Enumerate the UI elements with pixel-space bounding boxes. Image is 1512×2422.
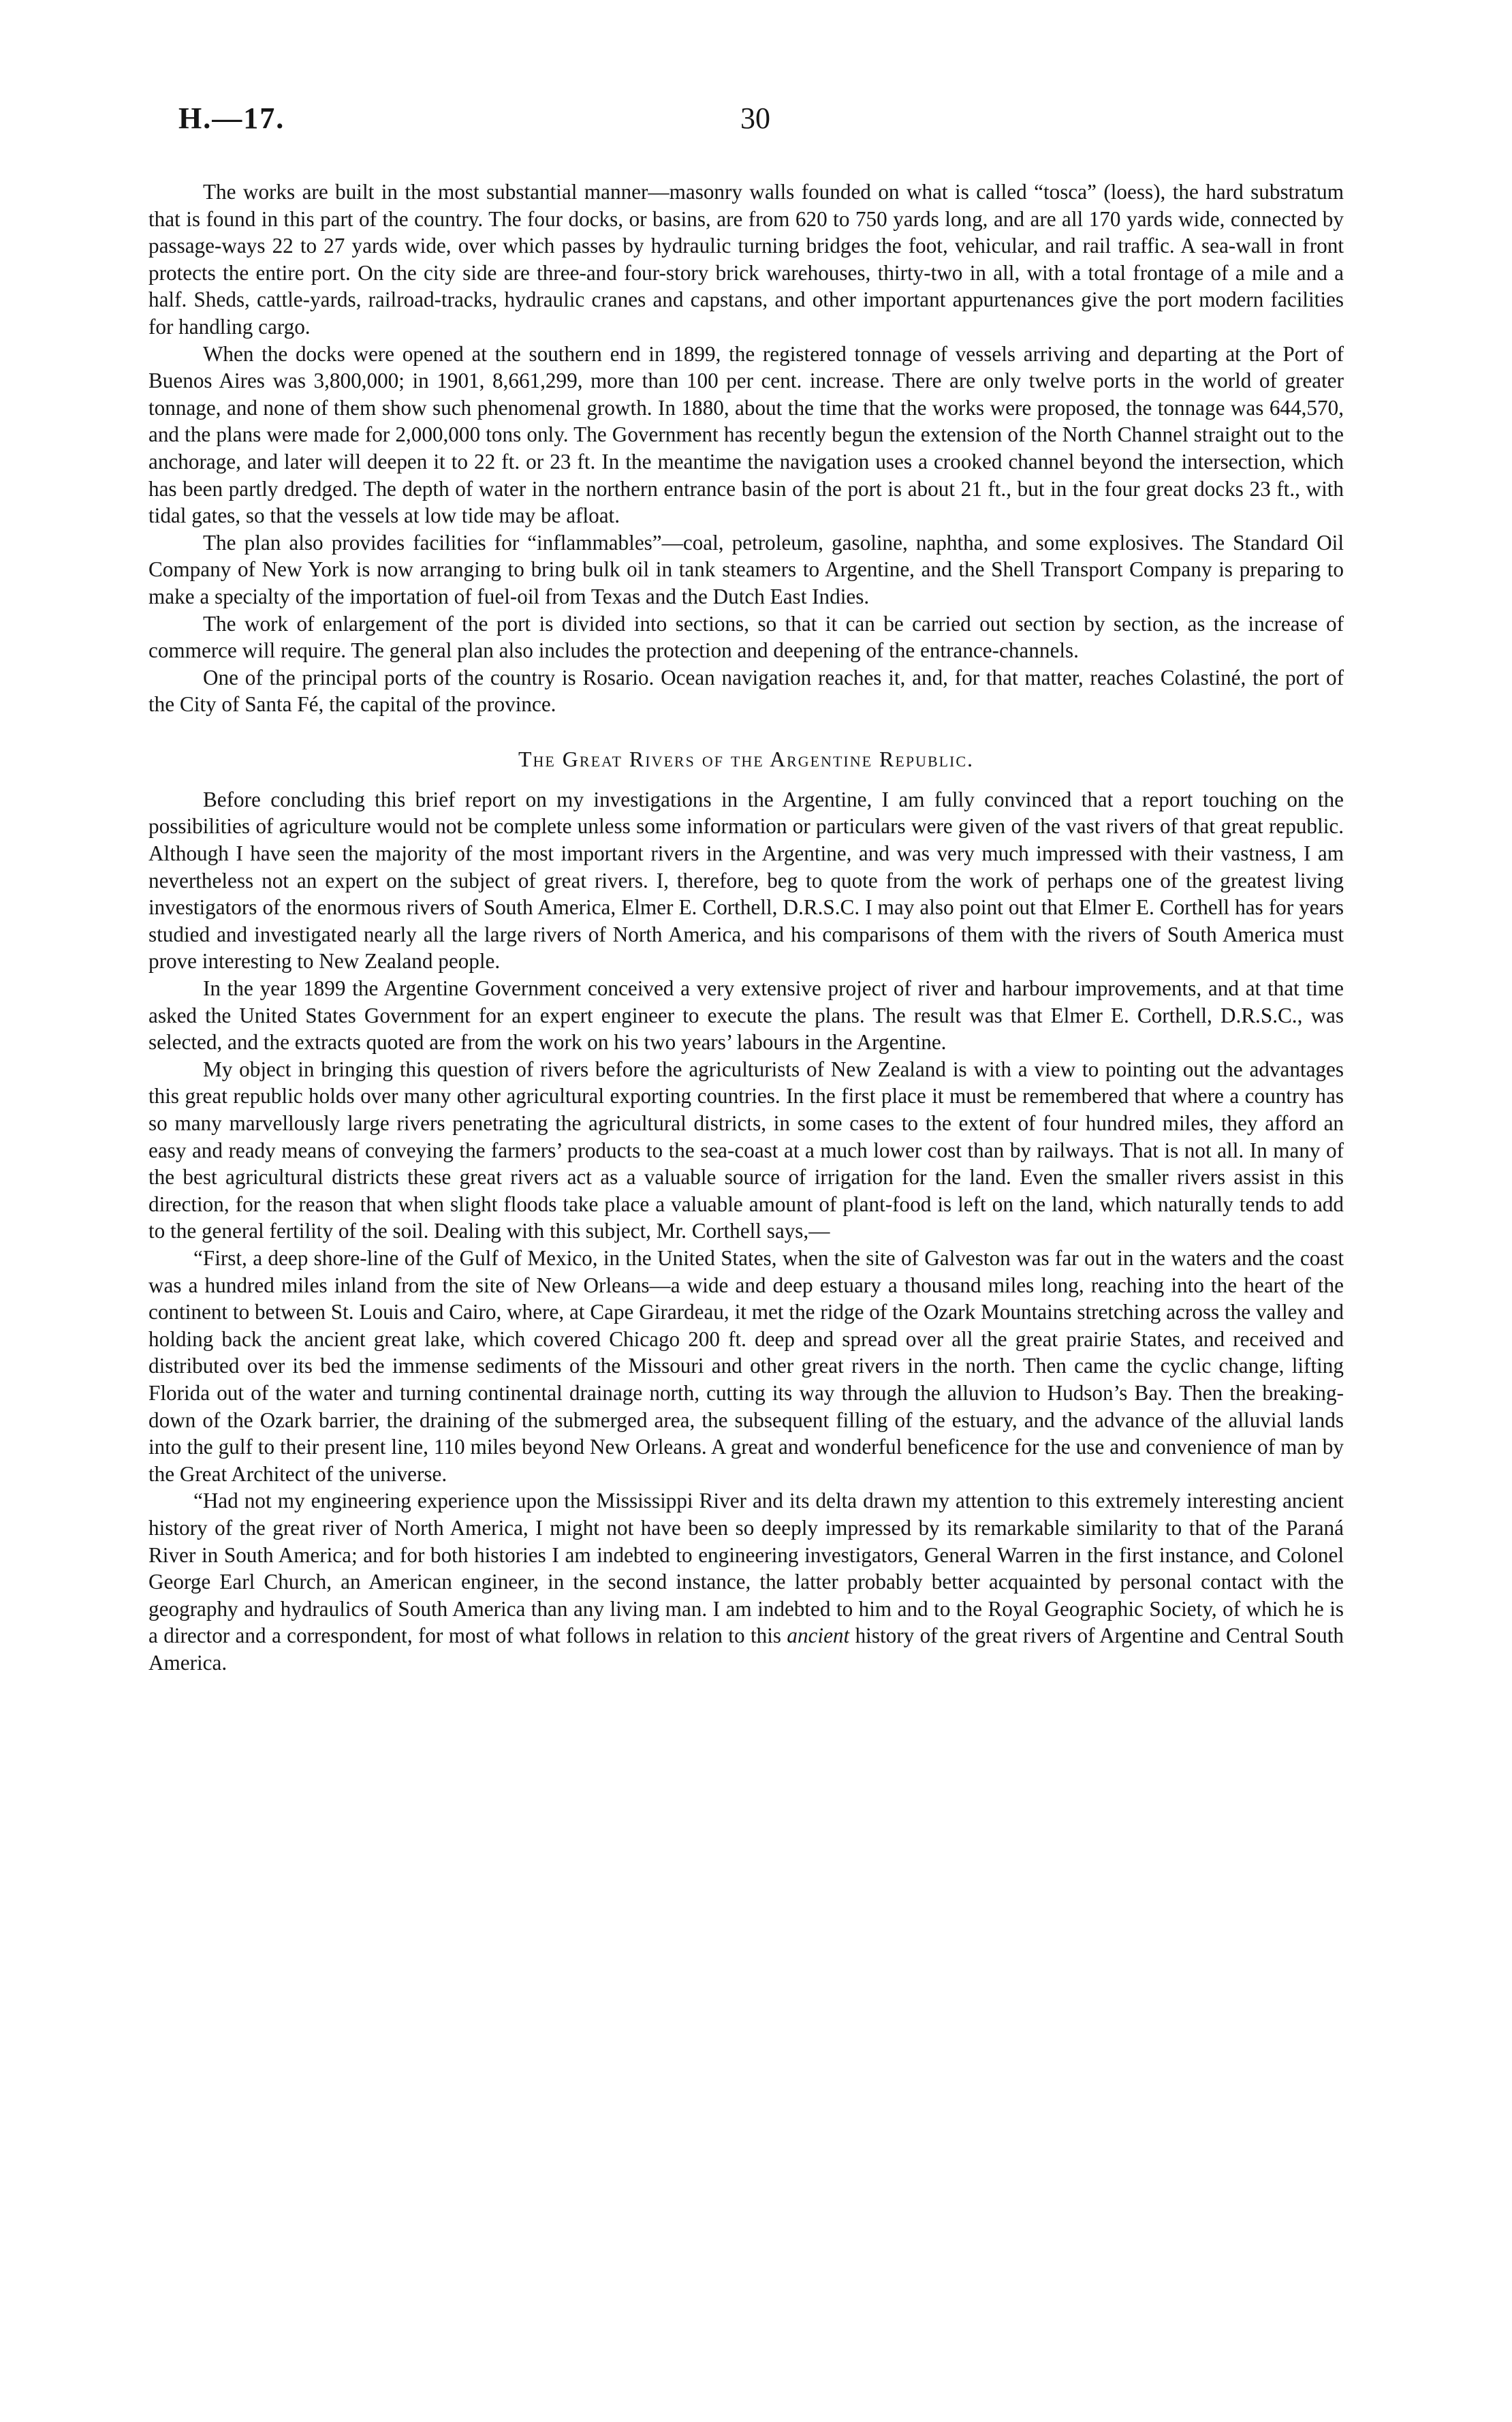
quote-mississippi (148, 1487, 1344, 1676)
quote-gulf-of-mexico: “First, a deep shore-line of the Gulf of Mexico, in the United States, when the site of Galveston was far out in the waters and the coast was a hundred miles inland from the site of New Orleans—a wide and deep estuary a thousand miles long, reaching into the heart of the continent to between St. Louis and Cairo, where, at Cape Girardeau, it met the ridge of the Ozark Mountains stretching across the valley and holding back the ancient great lake, which covered Chicago 200 ft. deep and spread over all the great prairie States, and received and distributed over its bed the immense sediments of the Missouri and other great rivers in the north. Then came the cyclic change, lifting Florida out of the water and turning continental drainage north, cutting its way through the alluvion to Hudson’s Bay. Then the breaking-down of the Ozark barrier, the draining of the submerged area, the subsequent filling of the estuary, and the advance of the alluvial lands into the gulf to their present line, 110 miles beyond New Orleans. A great and wonderful beneficence for the use and convenience of man by the Great Architect of the universe. (148, 1245, 1344, 1486)
paragraph-argentine-government: In the year 1899 the Argentine Government conceived a very extensive project of river and harbour improvements, and at that time asked the United States Government for an expert engineer to execute the plans. The result was that Elmer E. Corthell, D.R.S.C., was selected, and the extracts quoted are from the work on his two years’ labours in the Argentine. (148, 976, 1344, 1055)
paragraph-docks-tonnage: When the docks were opened at the southern end in 1899, the registered tonnage of vessels arriving and departing at the Port of Buenos Aires was 3,800,000; in 1901, 8,661,299, more than 100 per cent. increase. There are only twelve ports in the world of greater tonnage, and none of them show such phenomenal growth. In 1880, about the time that the works were proposed, the tonnage was 644,570, and the plans were made for 2,000,000 tons only. The Government has recently begun the extension of the North Channel straight out to the anchorage, and later will deepen it to 22 ft. or 23 ft. In the meantime the navigation uses a crooked channel beyond the intersection, which has been partly dredged. The depth of water in the northern entrance basin of the port is about 21 ft., but in the four great docks 23 ft., with tidal gates, so that the vessels at low tide may be afloat. (148, 341, 1344, 528)
page-header (178, 101, 1343, 149)
quote-mississippi-text: “Had not my engineering experience upon the Mississippi River and its delta drawn my attention to this extremely interesting ancient history of the great river of North America, I might not have been so deeply impressed by its remarkable similarity to that of the Paraná River in South America; and for both histories I am indebted to engineering investigators, General Warren in the first instance, and Colonel George Earl Church, an American engineer, in the second instance, the latter probably better acquainted by personal contact with the geography and hydraulics of South America than any living man. I am indebted to him and to the Royal Geographic Society, of which he is a director and a correspondent, for most of what follows in relation to this (148, 1489, 1344, 1648)
paragraph-great-rivers-intro: Before concluding this brief report on my investigations in the Argentine, I am fully convinced that a report touching on the possibilities of agriculture would not be complete unless some information or particulars were given of the vast rivers of that great republic. Although I have seen the majority of the most important rivers in the Argentine, and was very much impressed with their vastness, I am nevertheless not an expert on the subject of great rivers. I, therefore, beg to quote from the work of perhaps one of the greatest living investigators of the enormous rivers of South America, Elmer E. Corthell, D.R.S.C. I may also point out that Elmer E. Corthell has for years studied and investigated nearly all the large rivers of North America, and his comparisons of them with the rivers of South America must prove interesting to New Zealand people. (148, 787, 1344, 974)
paragraph-enlargement: The work of enlargement of the port is divided into sections, so that it can be carried out section by section, as the increase of commerce will require. The general plan also includes the protection and deepening of the entrance-channels. (148, 611, 1344, 663)
document-reference: H.—17. (178, 102, 285, 135)
page-number: 30 (740, 102, 770, 135)
page-body (148, 178, 1344, 1676)
paragraph-rosario: One of the principal ports of the country is Rosario. Ocean navigation reaches it, and, for that matter, reaches Colastiné, the port of the City of Santa Fé, the capital of the province. (148, 665, 1344, 717)
quote-mississippi-end: history of the great rivers of Argentine and Central South America. (148, 1624, 1344, 1675)
emphasis-ancient: ancient (787, 1624, 850, 1648)
section-heading: The Great Rivers of the Argentine Republic. (518, 746, 975, 771)
paragraph-object: My object in bringing this question of rivers before the agriculturists of New Zealand is with a view to pointing out the advantages this great republic holds over many other agricultural exporting countries. In the first place it must be remembered that where a country has so many marvellously large rivers penetrating the agricultural districts, in some cases to the extent of four hundred miles, they afford an easy and ready means of conveying the farmers’ products to the sea-coast at a much lower cost than by railways. That is not all. In many of the best agricultural districts these great rivers act as a valuable source of irrigation for the land. Even the smaller rivers assist in this direction, for the reason that when slight floods take place a valuable amount of plant-food is left on the land, which naturally tends to add to the general fertility of the soil. Dealing with this subject, Mr. Corthell says,— (148, 1057, 1344, 1243)
paragraph-port-works: The works are built in the most substantial manner—masonry walls founded on what is called “tosca” (loess), the hard substratum that is found in this part of the country. The four docks, or basins, are from 620 to 750 yards long, and are all 170 yards wide, connected by passage-ways 22 to 27 yards wide, over which passes by hydraulic turning bridges the foot, vehicular, and rail traffic. A sea-wall in front protects the entire port. On the city side are three-and four-story brick warehouses, thirty-two in all, with a total frontage of a mile and a half. Sheds, cattle-yards, railroad-tracks, hydraulic cranes and capstans, and other important appurtenances give the port modern facilities for handling cargo. (148, 180, 1344, 339)
paragraph-inflammables: The plan also provides facilities for “inflammables”—coal, petroleum, gasoline, naphtha, and some explosives. The Standard Oil Company of New York is now arranging to bring bulk oil in tank steamers to Argentine, and the Shell Transport Company is preparing to make a specialty of the importation of fuel-oil from Texas and the Dutch East Indies. (148, 530, 1344, 608)
